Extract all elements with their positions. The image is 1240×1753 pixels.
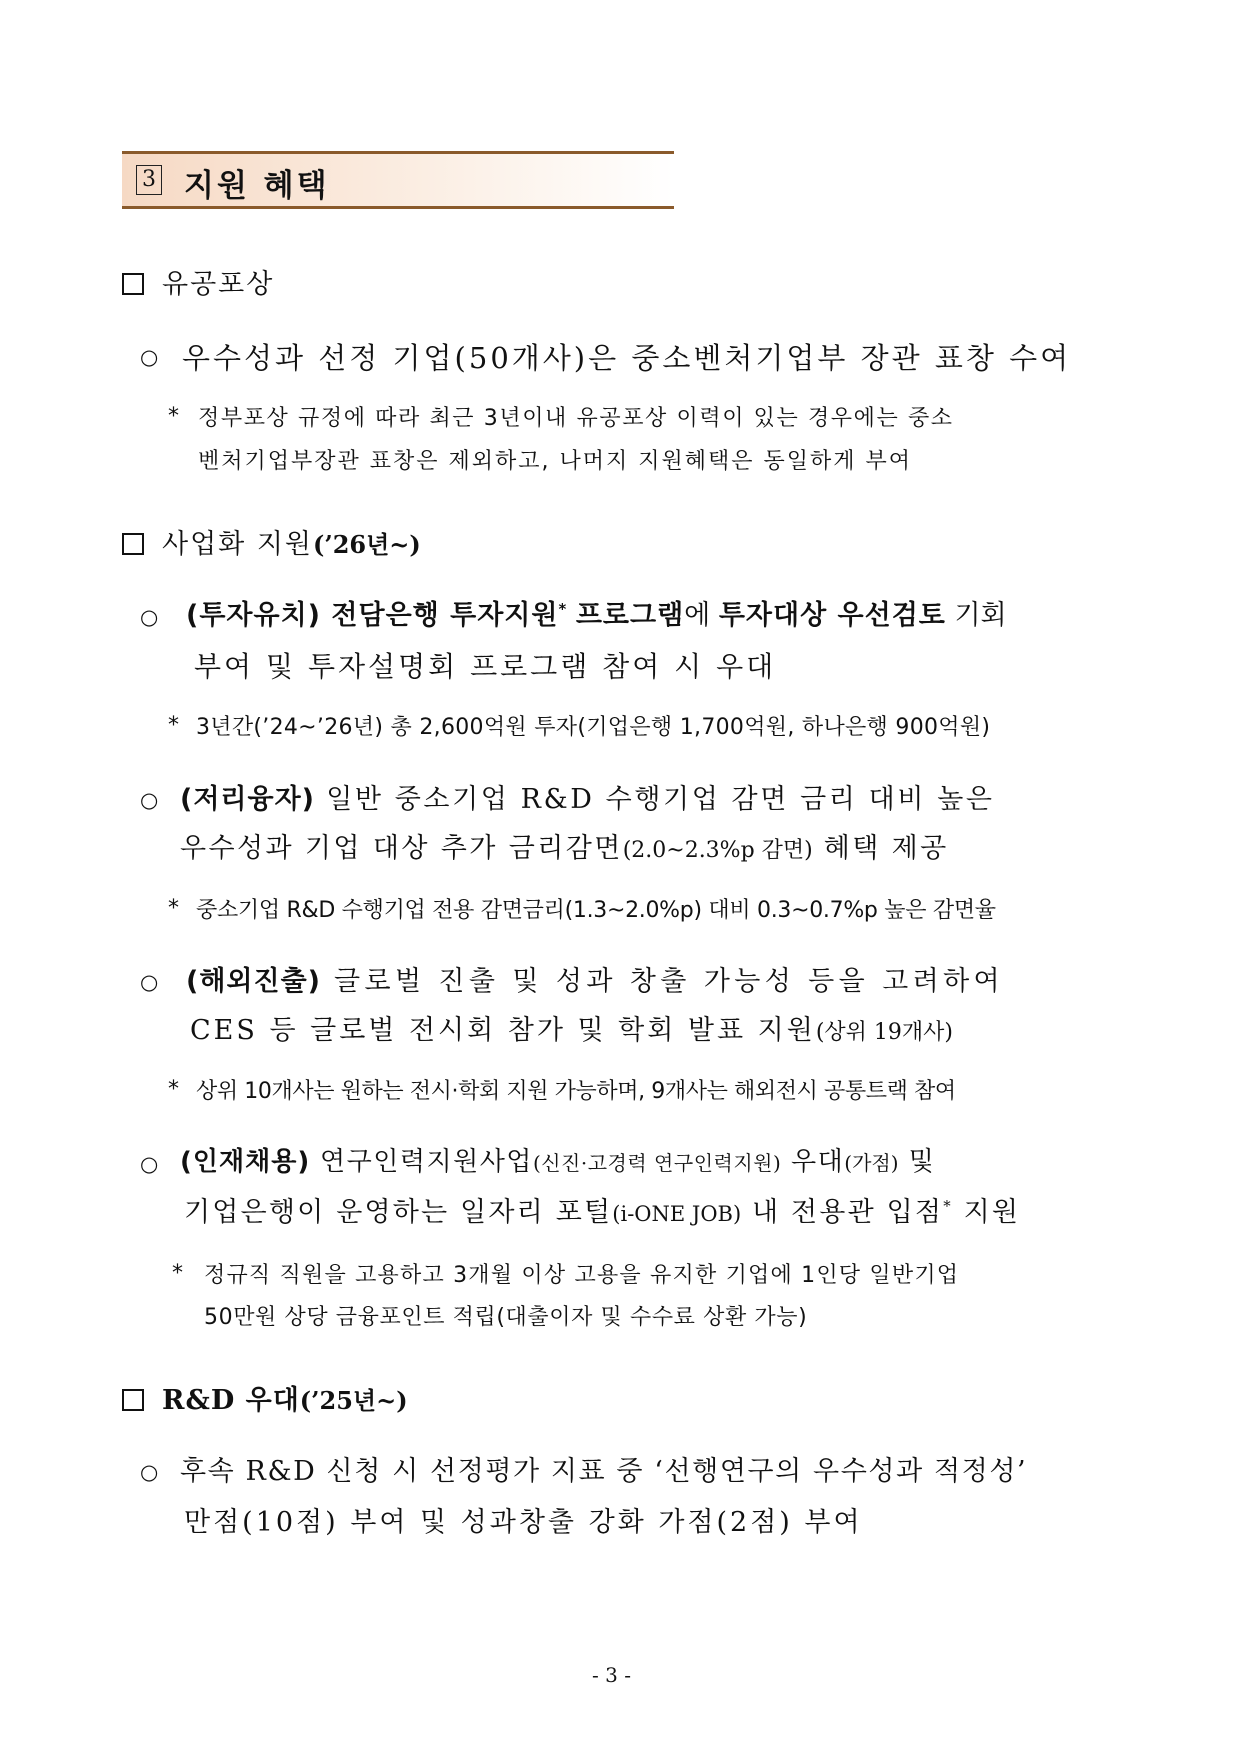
note-star: * (172, 1261, 184, 1286)
reward-note-line2: 벤처기업부장관 표창은 제외하고, 나머지 지원혜택은 동일하게 부여 (198, 449, 913, 474)
hiring-note-line2: 50만원 상당 금융포인트 적립(대출이자 및 수수료 상환 가능) (204, 1305, 808, 1330)
overseas-note: 상위 10개사는 원하는 전시·학회 지원 가능하며, 9개사는 해외전시 공통트랙 참여 (196, 1079, 956, 1104)
reward-paragraph: 우수성과 선정 기업(50개사)은 중소벤처기업부 장관 표창 수여 (182, 341, 1072, 375)
note-star: * (168, 896, 180, 921)
note-star: * (168, 404, 180, 429)
investment-paragraph-line2: 부여 및 투자설명회 프로그램 참여 시 우대 (194, 650, 777, 683)
circle-bullet-icon: ○ (140, 345, 159, 369)
investment-note: 3년간(’24~’26년) 총 2,600억원 투자(기업은행 1,700억원, 하나은행 900억원) (196, 715, 991, 740)
loan-paragraph-line2: 우수성과 기업 대상 추가 금리감면(2.0~2.3%p 감면) 혜택 제공 (180, 833, 949, 864)
heading-text: R&D 우대 (162, 1385, 300, 1416)
circle-bullet-icon: ○ (140, 605, 159, 629)
heading-commercialization (122, 522, 421, 561)
heading-text: 사업화 지원 (162, 529, 313, 560)
heading-reward (122, 262, 274, 301)
reward-note-line1: 정부포상 규정에 따라 최근 3년이내 유공포상 이력이 있는 경우에는 중소 (198, 406, 954, 431)
section-number-box: 3 (136, 165, 162, 195)
section-title: 지원 혜택 (184, 168, 330, 204)
page-number: - 3 - (592, 1663, 631, 1687)
hiring-paragraph-line1: (인재채용) 연구인력지원사업(신진·고경력 연구인력지원) 우대(가점) 및 (180, 1147, 936, 1177)
circle-bullet-icon: ○ (140, 788, 159, 812)
heading-text: 유공포상 (162, 269, 275, 300)
square-bullet-icon (122, 533, 144, 555)
investment-paragraph-line1: (투자유치) 전담은행 투자지원* 프로그램에 투자대상 우선검토 기회 (186, 600, 1007, 631)
loan-note: 중소기업 R&D 수행기업 전용 감면금리(1.3~2.0%p) 대비 0.3~0.7%p 높은 감면율 (196, 898, 996, 923)
circle-bullet-icon: ○ (140, 1152, 159, 1176)
rnd-paragraph-line1: 후속 R&D 신청 시 선정평가 지표 중 ‘선행연구의 우수성과 적정성’ (180, 1456, 1028, 1487)
hiring-note-line1: 정규직 직원을 고용하고 3개월 이상 고용을 유지한 기업에 1인당 일반기업 (204, 1263, 960, 1288)
note-star: * (168, 1077, 180, 1102)
circle-bullet-icon: ○ (140, 1460, 159, 1484)
square-bullet-icon (122, 273, 144, 295)
square-bullet-icon (122, 1389, 144, 1411)
loan-paragraph-line1: (저리융자) 일반 중소기업 R&D 수행기업 감면 금리 대비 높은 (180, 784, 995, 815)
heading-period: (’26년~) (313, 530, 421, 559)
overseas-paragraph-line2: CES 등 글로벌 전시회 참가 및 학회 발표 지원(상위 19개사) (190, 1015, 954, 1046)
circle-bullet-icon: ○ (140, 970, 159, 994)
heading-rnd (122, 1378, 408, 1417)
hiring-paragraph-line2: 기업은행이 운영하는 일자리 포털(i-ONE JOB) 내 전용관 입점* 지원 (184, 1197, 1021, 1228)
overseas-paragraph-line1: (해외진출) 글로벌 진출 및 성과 창출 가능성 등을 고려하여 (186, 966, 1005, 997)
rnd-paragraph-line2: 만점(10점) 부여 및 성과창출 강화 가점(2점) 부여 (184, 1507, 863, 1538)
heading-period: (’25년~) (299, 1386, 408, 1415)
section-header (122, 151, 674, 209)
note-star: * (168, 713, 180, 738)
